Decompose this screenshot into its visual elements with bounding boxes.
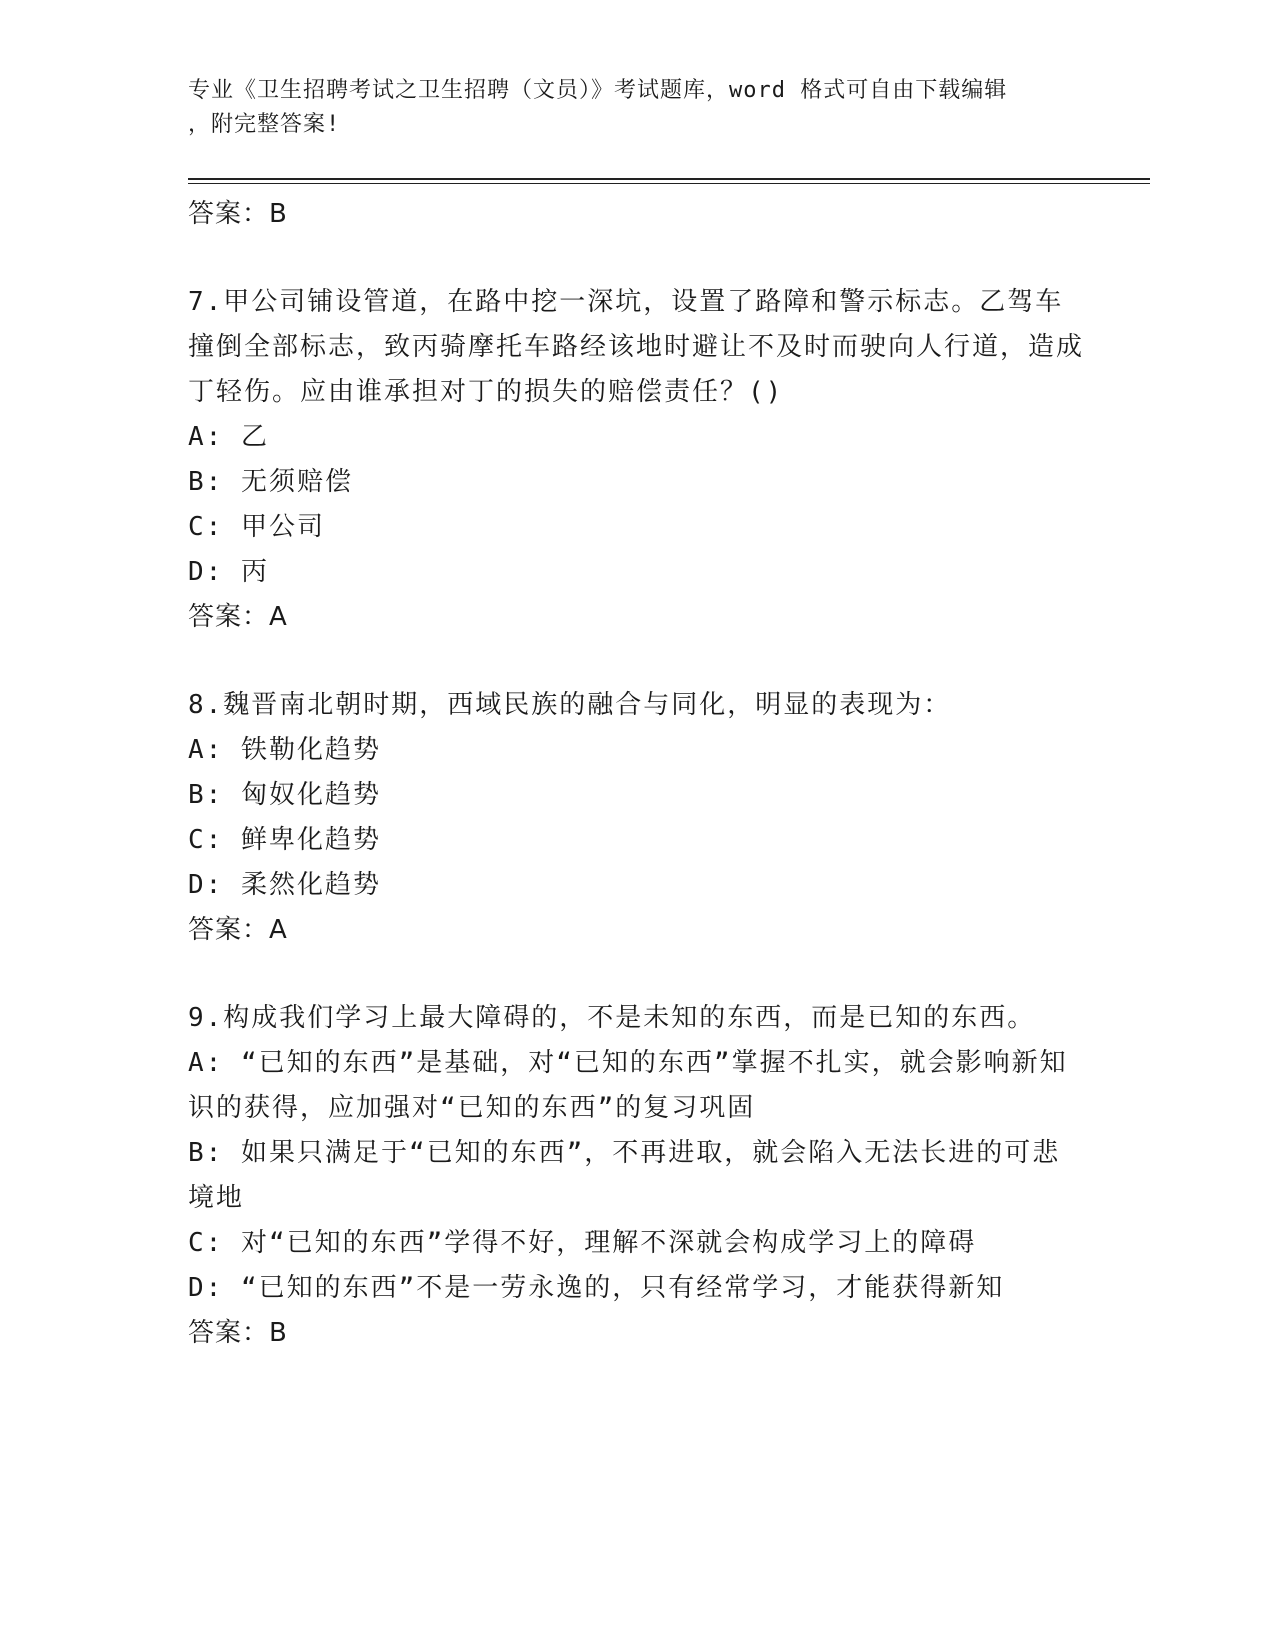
question-stem: 7.甲公司铺设管道，在路中挖一深坑，设置了路障和警示标志。乙驾车撞倒全部标志，致丙骑摩托车路经该地时避让不及时而驶向人行道，造成丁轻伤。应由谁承担对丁的损失的赔偿责任？() <box>188 287 1085 407</box>
option-c: C: 甲公司 <box>188 512 325 542</box>
header-divider-thin <box>188 183 1150 184</box>
option-b: B: 匈奴化趋势 <box>188 780 381 810</box>
option-a: A: 乙 <box>188 422 269 452</box>
header-divider-thick <box>188 178 1150 180</box>
question-block-8 <box>188 683 1088 952</box>
header-line-2: ，附完整答案! <box>188 112 341 137</box>
option-a: A: 铁勒化趋势 <box>188 735 381 765</box>
option-d: D: 柔然化趋势 <box>188 870 381 900</box>
option-c: C: 对“已知的东西”学得不好，理解不深就会构成学习上的障碍 <box>188 1228 977 1258</box>
option-d: D: “已知的东西”不是一劳永逸的，只有经常学习，才能获得新知 <box>188 1273 1005 1303</box>
answer-line: 答案：B <box>188 199 288 229</box>
option-b: B: 无须赔偿 <box>188 467 353 497</box>
option-b: B: 如果只满足于“已知的东西”，不再进取，就会陷入无法长进的可悲境地 <box>188 1138 1061 1213</box>
option-d: D: 丙 <box>188 557 269 587</box>
question-stem: 8.魏晋南北朝时期，西域民族的融合与同化，明显的表现为： <box>188 690 952 720</box>
question-stem: 9.构成我们学习上最大障碍的，不是未知的东西，而是已知的东西。 <box>188 1003 1036 1033</box>
option-a: A: “已知的东西”是基础，对“已知的东西”掌握不扎实，就会影响新知识的获得，应加强对“已知的东西”的复习巩固 <box>188 1048 1068 1123</box>
question-block-9 <box>188 996 1088 1355</box>
question-list <box>188 192 1088 1355</box>
header-line-1: 专业《卫生招聘考试之卫生招聘（文员）》考试题库，word 格式可自由下载编辑 <box>188 78 1008 103</box>
option-c: C: 鲜卑化趋势 <box>188 825 381 855</box>
answer-line: 答案：B <box>188 1318 288 1348</box>
page-header <box>188 74 1088 142</box>
answer-line: 答案：A <box>188 915 288 945</box>
question-block-7 <box>188 280 1088 639</box>
answer-line: 答案：A <box>188 602 288 632</box>
